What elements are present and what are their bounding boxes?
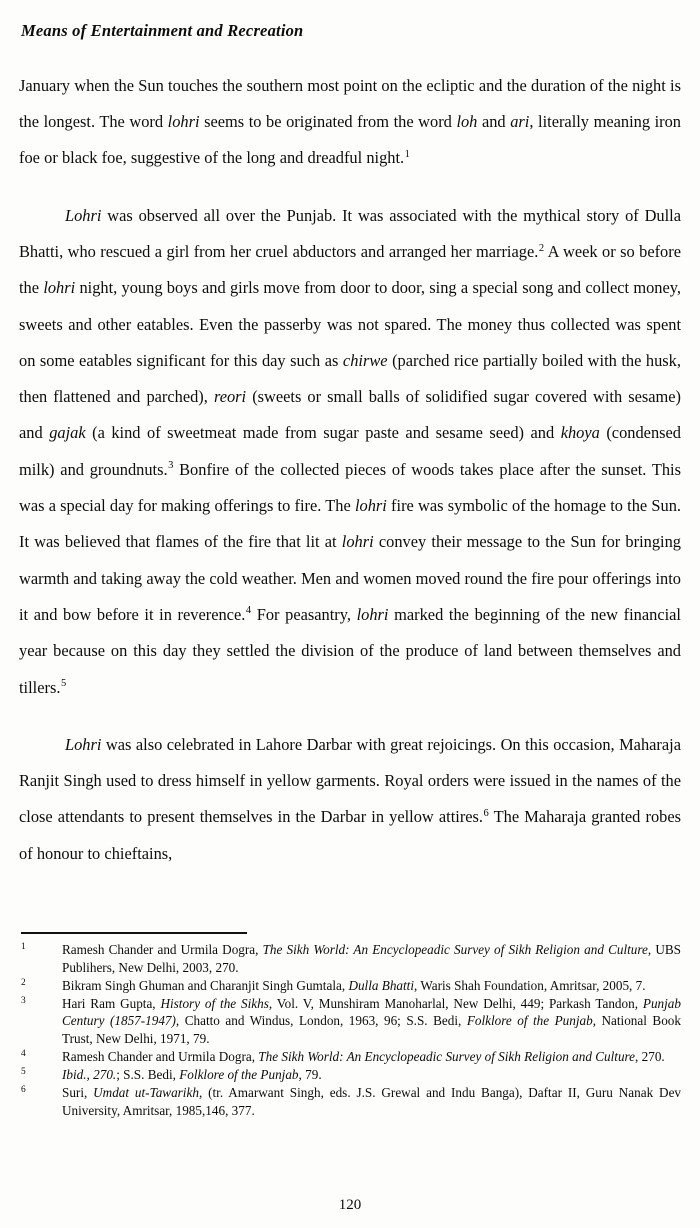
footnote-number: 4: [21, 1049, 26, 1060]
italic-term: lohri: [356, 604, 389, 624]
italic-term: The Sikh World: An Encyclopeadic Survey of Sikh Religion and Culture: [258, 1049, 636, 1065]
footnote-number: 6: [21, 1085, 26, 1096]
italic-term: Folklore of the Punjab: [466, 1013, 593, 1029]
footnote-item: [19, 1066, 681, 1084]
footnote-reference-4[interactable]: 4: [245, 605, 252, 617]
footnote-item: [19, 1084, 681, 1119]
italic-term: chirwe: [342, 350, 388, 370]
italic-term: History of the Sikhs: [160, 995, 269, 1011]
footnote-text: Suri, Umdat ut-Tawarikh, (tr. Amarwant Singh, eds. J.S. Grewal and Indu Banga), Daftar II, Guru Nanak Dev University, Amritsar, 1985,146, 377.: [62, 1085, 682, 1118]
italic-term: Ibid., 270.: [62, 1067, 117, 1083]
italic-term: gajak: [49, 423, 86, 443]
footnote-reference-1[interactable]: 1: [404, 148, 410, 160]
footnote-reference-3[interactable]: 3: [168, 460, 174, 472]
paragraph-p1: January when the Sun touches the southern most point on the ecliptic and the duration of the night is the longest. The word lohri seems to be originated from the word loh and ari, literally meaning iron foe or black foe, suggestive of the long and dreadful night.$^1$: [19, 75, 681, 168]
footnote-reference-2[interactable]: 2: [538, 242, 545, 254]
footnote-number: 5: [21, 1067, 26, 1078]
italic-term: Lohri: [65, 205, 102, 225]
footnote-text: Ramesh Chander and Urmila Dogra, The Sikh World: An Encyclopeadic Survey of Sikh Religion and Culture, 270.: [62, 1049, 665, 1065]
body-text: [19, 68, 681, 872]
footnote-text: Hari Ram Gupta, History of the Sikhs, Vol. V, Munshiram Manoharlal, New Delhi, 449; Parkash Tandon, Punjab Century (1857-1947), Chatto and Windus, London, 1963, 96; S.S. Bedi, Folklore of the Punjab, National Book Trust, New Delhi, 1971, 79.: [62, 995, 681, 1046]
italic-term: lohri: [354, 496, 387, 516]
footnote-item: [19, 977, 681, 995]
footnote-reference-5[interactable]: 5: [60, 678, 67, 690]
italic-term: ari: [510, 112, 530, 132]
footnote-text: Ibid., 270.; S.S. Bedi, Folklore of the Punjab, 79.: [62, 1067, 322, 1083]
italic-term: Punjab Century (1857-1947): [62, 995, 681, 1029]
footnote-number: 3: [21, 995, 26, 1006]
italic-term: loh: [456, 112, 478, 132]
footnote-text: Ramesh Chander and Urmila Dogra, The Sikh World: An Encyclopeadic Survey of Sikh Religion and Culture, UBS Publihers, New Delhi, 2003, 270.: [62, 942, 681, 975]
italic-term: lohri: [43, 278, 76, 298]
page-number: 120: [338, 1197, 362, 1213]
running-head: Means of Entertainment and Recreation: [21, 21, 304, 40]
italic-term: Lohri: [65, 734, 102, 754]
italic-term: Dulla Bhatti: [348, 977, 415, 993]
italic-term: Folklore of the Punjab: [179, 1067, 299, 1083]
italic-term: The Sikh World: An Encyclopeadic Survey of Sikh Religion and Culture: [262, 942, 648, 957]
footnote-list: [19, 941, 681, 1119]
footnote-reference-6[interactable]: 6: [483, 807, 489, 819]
footnote-number: 2: [21, 977, 26, 988]
footnote-text: Bikram Singh Ghuman and Charanjit Singh Gumtala, Dulla Bhatti, Waris Shah Foundation, Amritsar, 2005, 7.: [62, 977, 646, 993]
italic-term: reori: [213, 387, 247, 407]
italic-term: lohri: [167, 112, 200, 132]
footnote-number: 1: [21, 942, 26, 952]
footnote-item: [19, 941, 681, 976]
paragraph-p2: Lohri was observed all over the Punjab. It was associated with the mythical story of Dulla Bhatti, who rescued a girl from her cruel abductors and arranged her marriage.$^2$ A week or so before the lohri night, young boys and girls move from door to door, sing a special song and collect money, sweets and other eatables. Even the passerby was not spared. The money thus collected was spent on some eatables significant for this day such as chirwe (parched rice partially boiled with the husk, then flattened and parched), reori (sweets or small balls of solidified sugar covered with sesame) and gajak (a kind of sweetmeat made from sugar paste and sesame seed) and khoya (condensed milk) and groundnuts.$^3$ Bonfire of the collected pieces of woods takes place after the sunset. This was a special day for making offerings to fire. The lohri fire was symbolic of the homage to the Sun. It was believed that flames of the fire that lit at lohri convey their message to the Sun for bringing warmth and taking away the cold weather. Men and women moved round the fire pour offerings into it and bow before it in reverence.$^4$ For peasantry, lohri marked the beginning of the new financial year because on this day they settled the division of the produce of land between themselves and tillers.$^5$: [19, 205, 681, 697]
footnote-separator-rule: [21, 932, 247, 934]
italic-term: lohri: [341, 532, 374, 552]
footnote-item: [19, 995, 681, 1048]
footnote-area: [19, 932, 681, 1120]
footnote-item: [19, 1048, 681, 1066]
italic-term: Umdat ut-Tawarikh: [93, 1085, 199, 1101]
paragraph-p3: Lohri was also celebrated in Lahore Darbar with great rejoicings. On this occasion, Maharaja Ranjit Singh used to dress himself in yellow garments. Royal orders were issued in the names of the close attendants to present themselves in the Darbar in yellow attires.$^6$ The Maharaja granted robes of honour to chieftains,: [19, 734, 682, 863]
italic-term: khoya: [560, 423, 600, 443]
